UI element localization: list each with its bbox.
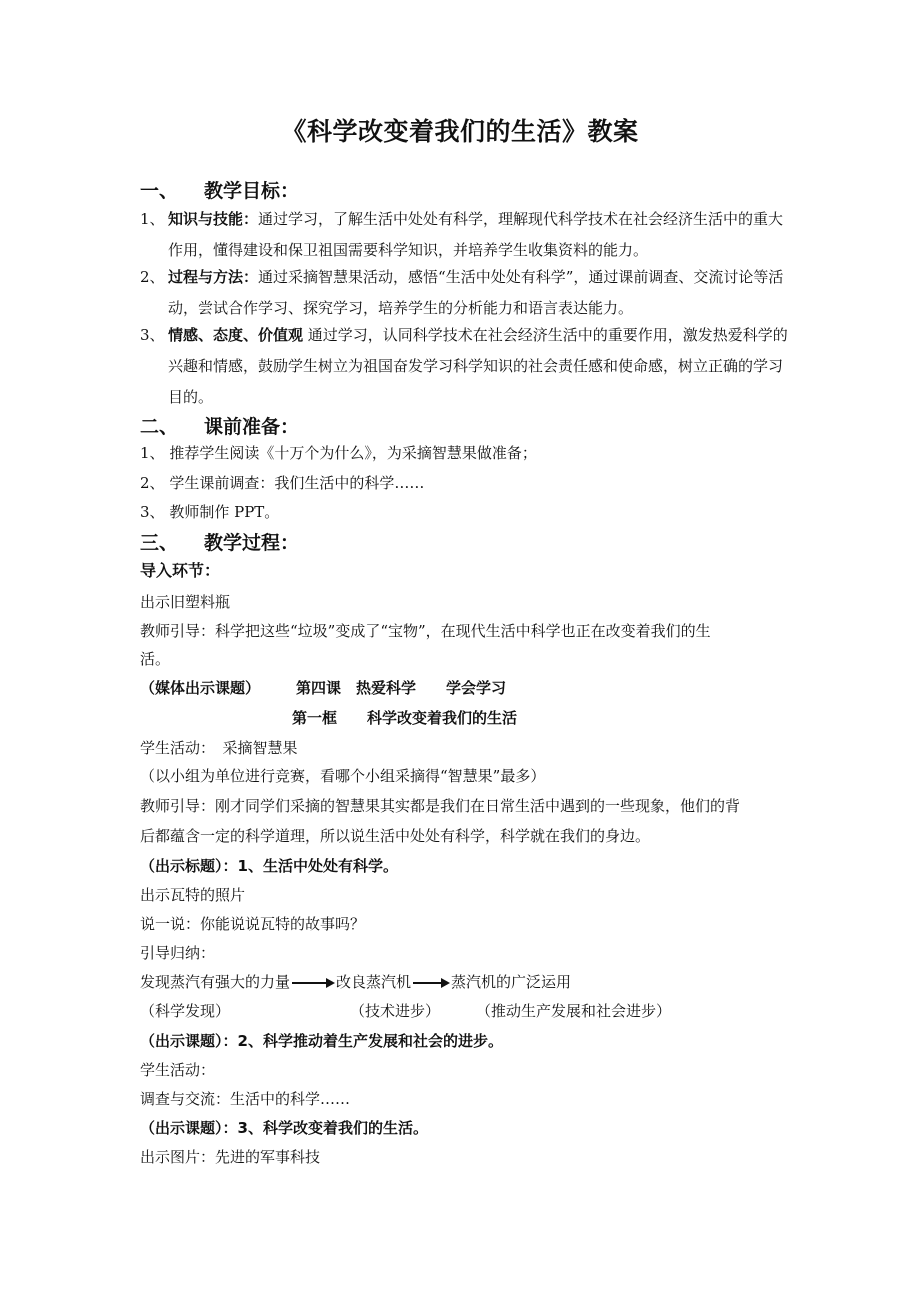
objective-text: 通过学习，了解生活中处处有科学，理解现代科学技术在社会经济生活中的重大作用，懂得建设和保卫祖国需要科学知识，并培养学生收集资料的能力。 [168,210,784,259]
section-number: 一、 [140,180,179,202]
media-label: （媒体出示课题） [140,679,261,697]
teacher-guide-text-cont: 活。 [140,650,171,668]
prep-text: 教师制作 PPT。 [169,503,280,521]
survey-text: 调查与交流：生活中的科学…… [140,1090,351,1108]
teacher-guide-text: 教师引导：科学把这些“垃圾”变成了“宝物”，在现代生活中科学也正在改变着我们的生 [140,622,711,640]
objective-label: 知识与技能 [168,210,244,228]
page-title: 《科学改变着我们的生活》教案 [281,117,639,146]
prep-item [140,473,790,493]
item-number: 3、 [140,503,165,521]
summary-label: 引导归纳： [140,944,216,962]
student-activity-text: 学生活动： [140,1061,216,1079]
objective-separator: ： [243,268,259,286]
section-title: 教学目标： [204,180,300,202]
section-number: 三、 [140,532,179,554]
prep-item [140,443,790,463]
flow-note: （技术进步） [350,1002,441,1020]
objective-label: 情感、态度、价值观 [168,326,304,344]
student-activity-text: 学生活动： 采摘智慧果 [140,739,298,757]
prep-text: 推荐学生阅读《十万个为什么》，为采摘智慧果做准备； [169,444,537,462]
show-watt-text: 出示瓦特的照片 [140,886,246,904]
subheading-1: （出示标题）：1、生活中处处有科学。 [140,857,398,875]
discussion-prompt-text: 说一说：你能说说瓦特的故事吗？ [140,915,366,933]
flow-note: （推动生产发展和社会进步） [476,1002,672,1020]
section-heading-objectives [140,176,299,203]
prep-item [140,502,790,522]
objective-text: 通过学习，认同科学技术在社会经济生活中的重要作用，激发热爱科学的兴趣和情感，鼓励学生树立为祖国奋发学习科学知识的社会责任感和使命感，树立正确的学习目的。 [168,326,788,406]
flow-step: 蒸汽机的广泛运用 [451,973,572,991]
section-title: 课前准备： [204,416,300,438]
flow-note: （科学发现） [140,1002,231,1020]
objective-text: 通过采摘智慧果活动，感悟“生活中处处有科学”，通过课前调查、交流讨论等活动，尝试合作学习、探究学习，培养学生的分析能力和语言表达能力。 [168,268,784,317]
item-number: 2、 [140,474,165,492]
item-number: 1、 [140,444,165,462]
flow-step: 改良蒸汽机 [336,973,412,991]
teacher-guide-text-cont: 后都蕴含一定的科学道理，所以说生活中处处有科学，科学就在我们的身边。 [140,827,651,845]
item-number: 1、 [140,210,165,228]
arrow-right-icon [411,977,451,989]
intro-heading: 导入环节： [140,561,221,580]
subheading-3: （出示课题）：3、科学改变着我们的生活。 [140,1119,428,1137]
item-number: 2、 [140,268,165,286]
media-topic-line [140,678,790,698]
item-number: 3、 [140,326,165,344]
frame-title: 第一框 科学改变着我们的生活 [292,709,518,727]
section-number: 二、 [140,416,179,438]
arrow-right-icon [290,977,336,989]
subheading-2: （出示课题）：2、科学推动着生产发展和社会的进步。 [140,1032,503,1050]
activity-note-text: （以小组为单位进行竞赛，看哪个小组采摘得“智慧果”最多） [140,767,546,785]
objective-separator: ： [243,210,259,228]
lesson-title: 第四课 热爱科学 学会学习 [296,679,507,697]
flow-step: 发现蒸汽有强大的力量 [140,973,291,991]
flow-line [140,972,790,992]
show-military-text: 出示图片：先进的军事科技 [140,1148,321,1166]
prep-text: 学生课前调查：我们生活中的科学…… [169,474,425,492]
teacher-guide-text: 教师引导：刚才同学们采摘的智慧果其实都是我们在日常生活中遇到的一些现象，他们的背 [140,797,741,815]
section-heading-preparation [140,412,299,439]
section-heading-process [140,528,299,555]
section-title: 教学过程： [204,532,300,554]
show-bottle-text: 出示旧塑料瓶 [140,593,231,611]
objective-label: 过程与方法 [168,268,244,286]
